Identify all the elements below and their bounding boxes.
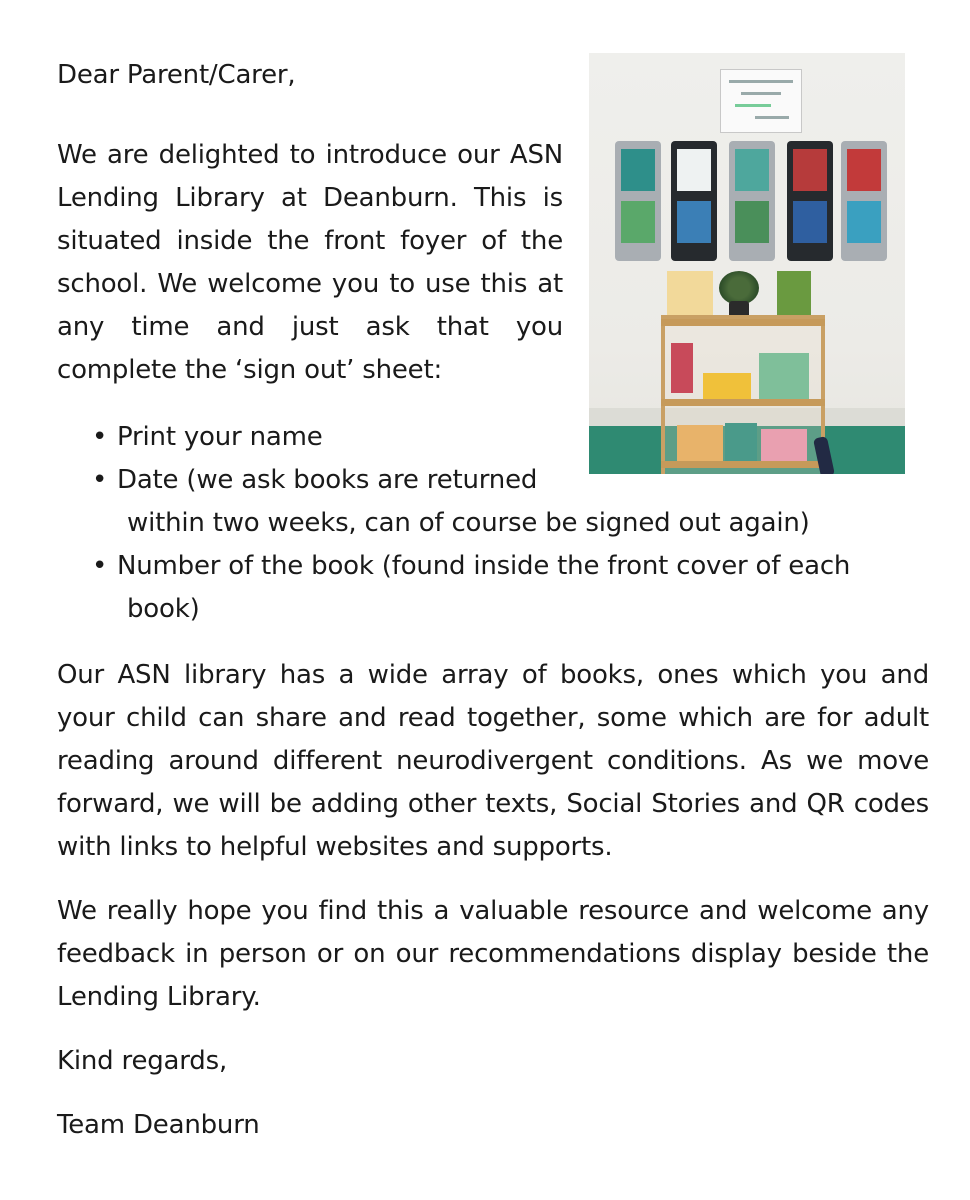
- book-holder: [615, 141, 661, 261]
- shelf-board: [661, 399, 825, 406]
- bullet-icon: •: [92, 422, 108, 452]
- book-cover: [735, 201, 769, 243]
- signature: Team Deanburn: [57, 1110, 260, 1140]
- book-cover: [725, 423, 757, 461]
- sign-text-line: [729, 80, 793, 83]
- library-description-paragraph: Our ASN library has a wide array of books, ones which you and your child can share and read together, some which are for adult reading around different neurodivergent conditions. As we move forward, we will be adding other texts, Social Stories and QR codes with links to helpful websites and supports.: [57, 660, 929, 862]
- list-item-text: Number of the book (found inside the front cover of each: [117, 551, 851, 581]
- book-cover: [793, 149, 827, 191]
- book-cover: [847, 149, 881, 191]
- plant: [719, 271, 759, 305]
- bullet-icon: •: [92, 465, 108, 495]
- book-cover: [677, 201, 711, 243]
- book-holder: [729, 141, 775, 261]
- book-cover: [667, 271, 713, 321]
- list-item: [90, 545, 910, 631]
- book-cover: [777, 271, 811, 321]
- book-cover: [735, 149, 769, 191]
- list-item-continuation: book): [127, 594, 200, 624]
- book-cover: [677, 425, 723, 461]
- book-cover: [847, 201, 881, 243]
- book-cover: [621, 149, 655, 191]
- book-holder: [787, 141, 833, 261]
- closing: Kind regards,: [57, 1046, 228, 1076]
- list-item-text: Print your name: [117, 422, 323, 452]
- book-cover: [621, 201, 655, 243]
- bullet-icon: •: [92, 551, 108, 581]
- book-cover: [793, 201, 827, 243]
- book-cover: [759, 353, 809, 399]
- intro-paragraph: We are delighted to introduce our ASN Lending Library at Deanburn. This is situated inside the front foyer of the school. We welcome you to use this at any time and just ask that you complete the ‘sign out’ sheet:: [57, 140, 563, 385]
- shelf-board: [661, 319, 825, 326]
- book-cover: [703, 373, 751, 399]
- sign-text-line: [741, 92, 781, 95]
- book-holder: [671, 141, 717, 261]
- sign-text-line: [735, 104, 771, 107]
- feedback-paragraph: We really hope you find this a valuable resource and welcome any feedback in person or on our recommendations display beside the Lending Library.: [57, 896, 929, 1012]
- library-sign: [720, 69, 802, 133]
- book-holder: [841, 141, 887, 261]
- sign-text-line: [755, 116, 789, 119]
- book-cover: [677, 149, 711, 191]
- list-item-continuation: within two weeks, can of course be signed out again): [127, 508, 810, 538]
- book-cover: [761, 429, 807, 461]
- letter-greeting: Dear Parent/Carer,: [57, 60, 296, 90]
- list-item-text: Date (we ask books are returned: [117, 465, 538, 495]
- book-cover: [671, 343, 693, 393]
- shelf-board: [661, 461, 825, 468]
- lending-library-photo: [589, 53, 905, 474]
